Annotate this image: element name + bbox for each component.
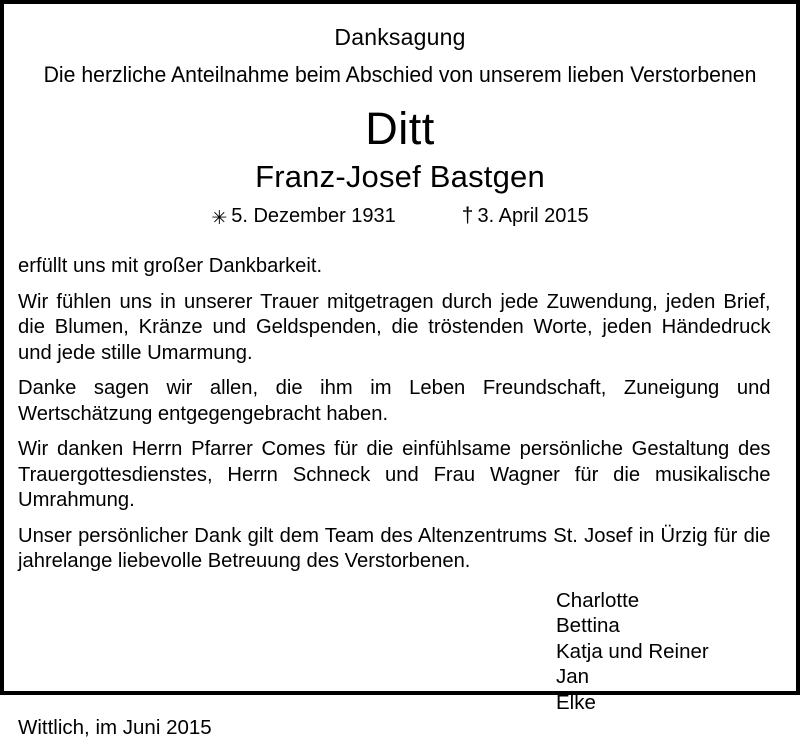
signature-name: Jan bbox=[556, 665, 590, 688]
signature-list bbox=[14, 588, 786, 716]
body-paragraph: Unser persönlicher Dank gilt dem Team des Altenzentrums St. Josef in Ürzig für die jahrelange liebevolle Betreuung des Verstorbenen. bbox=[18, 523, 771, 572]
signature-name: Charlotte bbox=[556, 588, 640, 612]
life-dates bbox=[14, 202, 786, 231]
notice-inner bbox=[4, 4, 796, 739]
death-date bbox=[462, 202, 589, 230]
died-cross-icon: † bbox=[461, 204, 474, 227]
signature-name: Bettina bbox=[556, 614, 620, 637]
body-paragraph: Wir danken Herrn Pfarrer Comes für die einfühlsame persönliche Gestaltung des Trauergottesdienstes, Herrn Schneck und Frau Wagner für die musikalische Umrahmung. bbox=[18, 437, 771, 511]
notice-header bbox=[14, 14, 786, 231]
death-date-text: 3. April 2015 bbox=[477, 205, 589, 227]
birth-date-text: 5. Dezember 1931 bbox=[231, 205, 396, 227]
notice-footer bbox=[14, 715, 786, 754]
notice-title: Danksagung bbox=[334, 24, 466, 50]
deceased-nickname: Ditt bbox=[365, 103, 435, 154]
body-paragraph: erfüllt uns mit großer Dankbarkeit. bbox=[18, 254, 323, 277]
notice-subtitle: Die herzliche Anteilnahme beim Abschied von unserem lieben Verstorbenen bbox=[43, 62, 757, 87]
born-star-icon: ✳ bbox=[211, 208, 228, 229]
body-paragraph: Wir fühlen uns in unserer Trauer mitgetragen durch jede Zuwendung, jeden Brief, die Blumen, Kränze und Geldspenden, die tröstenden Worte, jeden Händedruck und jede stille Umarmung. bbox=[18, 289, 771, 364]
body-paragraph: Danke sagen wir allen, die ihm im Leben Freundschaft, Zuneigung und Wertschätzung entgegengebracht haben. bbox=[18, 376, 771, 425]
signature-name: Katja und Reiner bbox=[556, 639, 709, 663]
notice-body bbox=[14, 253, 786, 574]
deceased-full-name: Franz-Josef Bastgen bbox=[255, 159, 545, 194]
signature-name: Elke bbox=[556, 690, 596, 714]
birth-date bbox=[211, 202, 395, 231]
place-and-date: Wittlich, im Juni 2015 bbox=[18, 716, 212, 739]
